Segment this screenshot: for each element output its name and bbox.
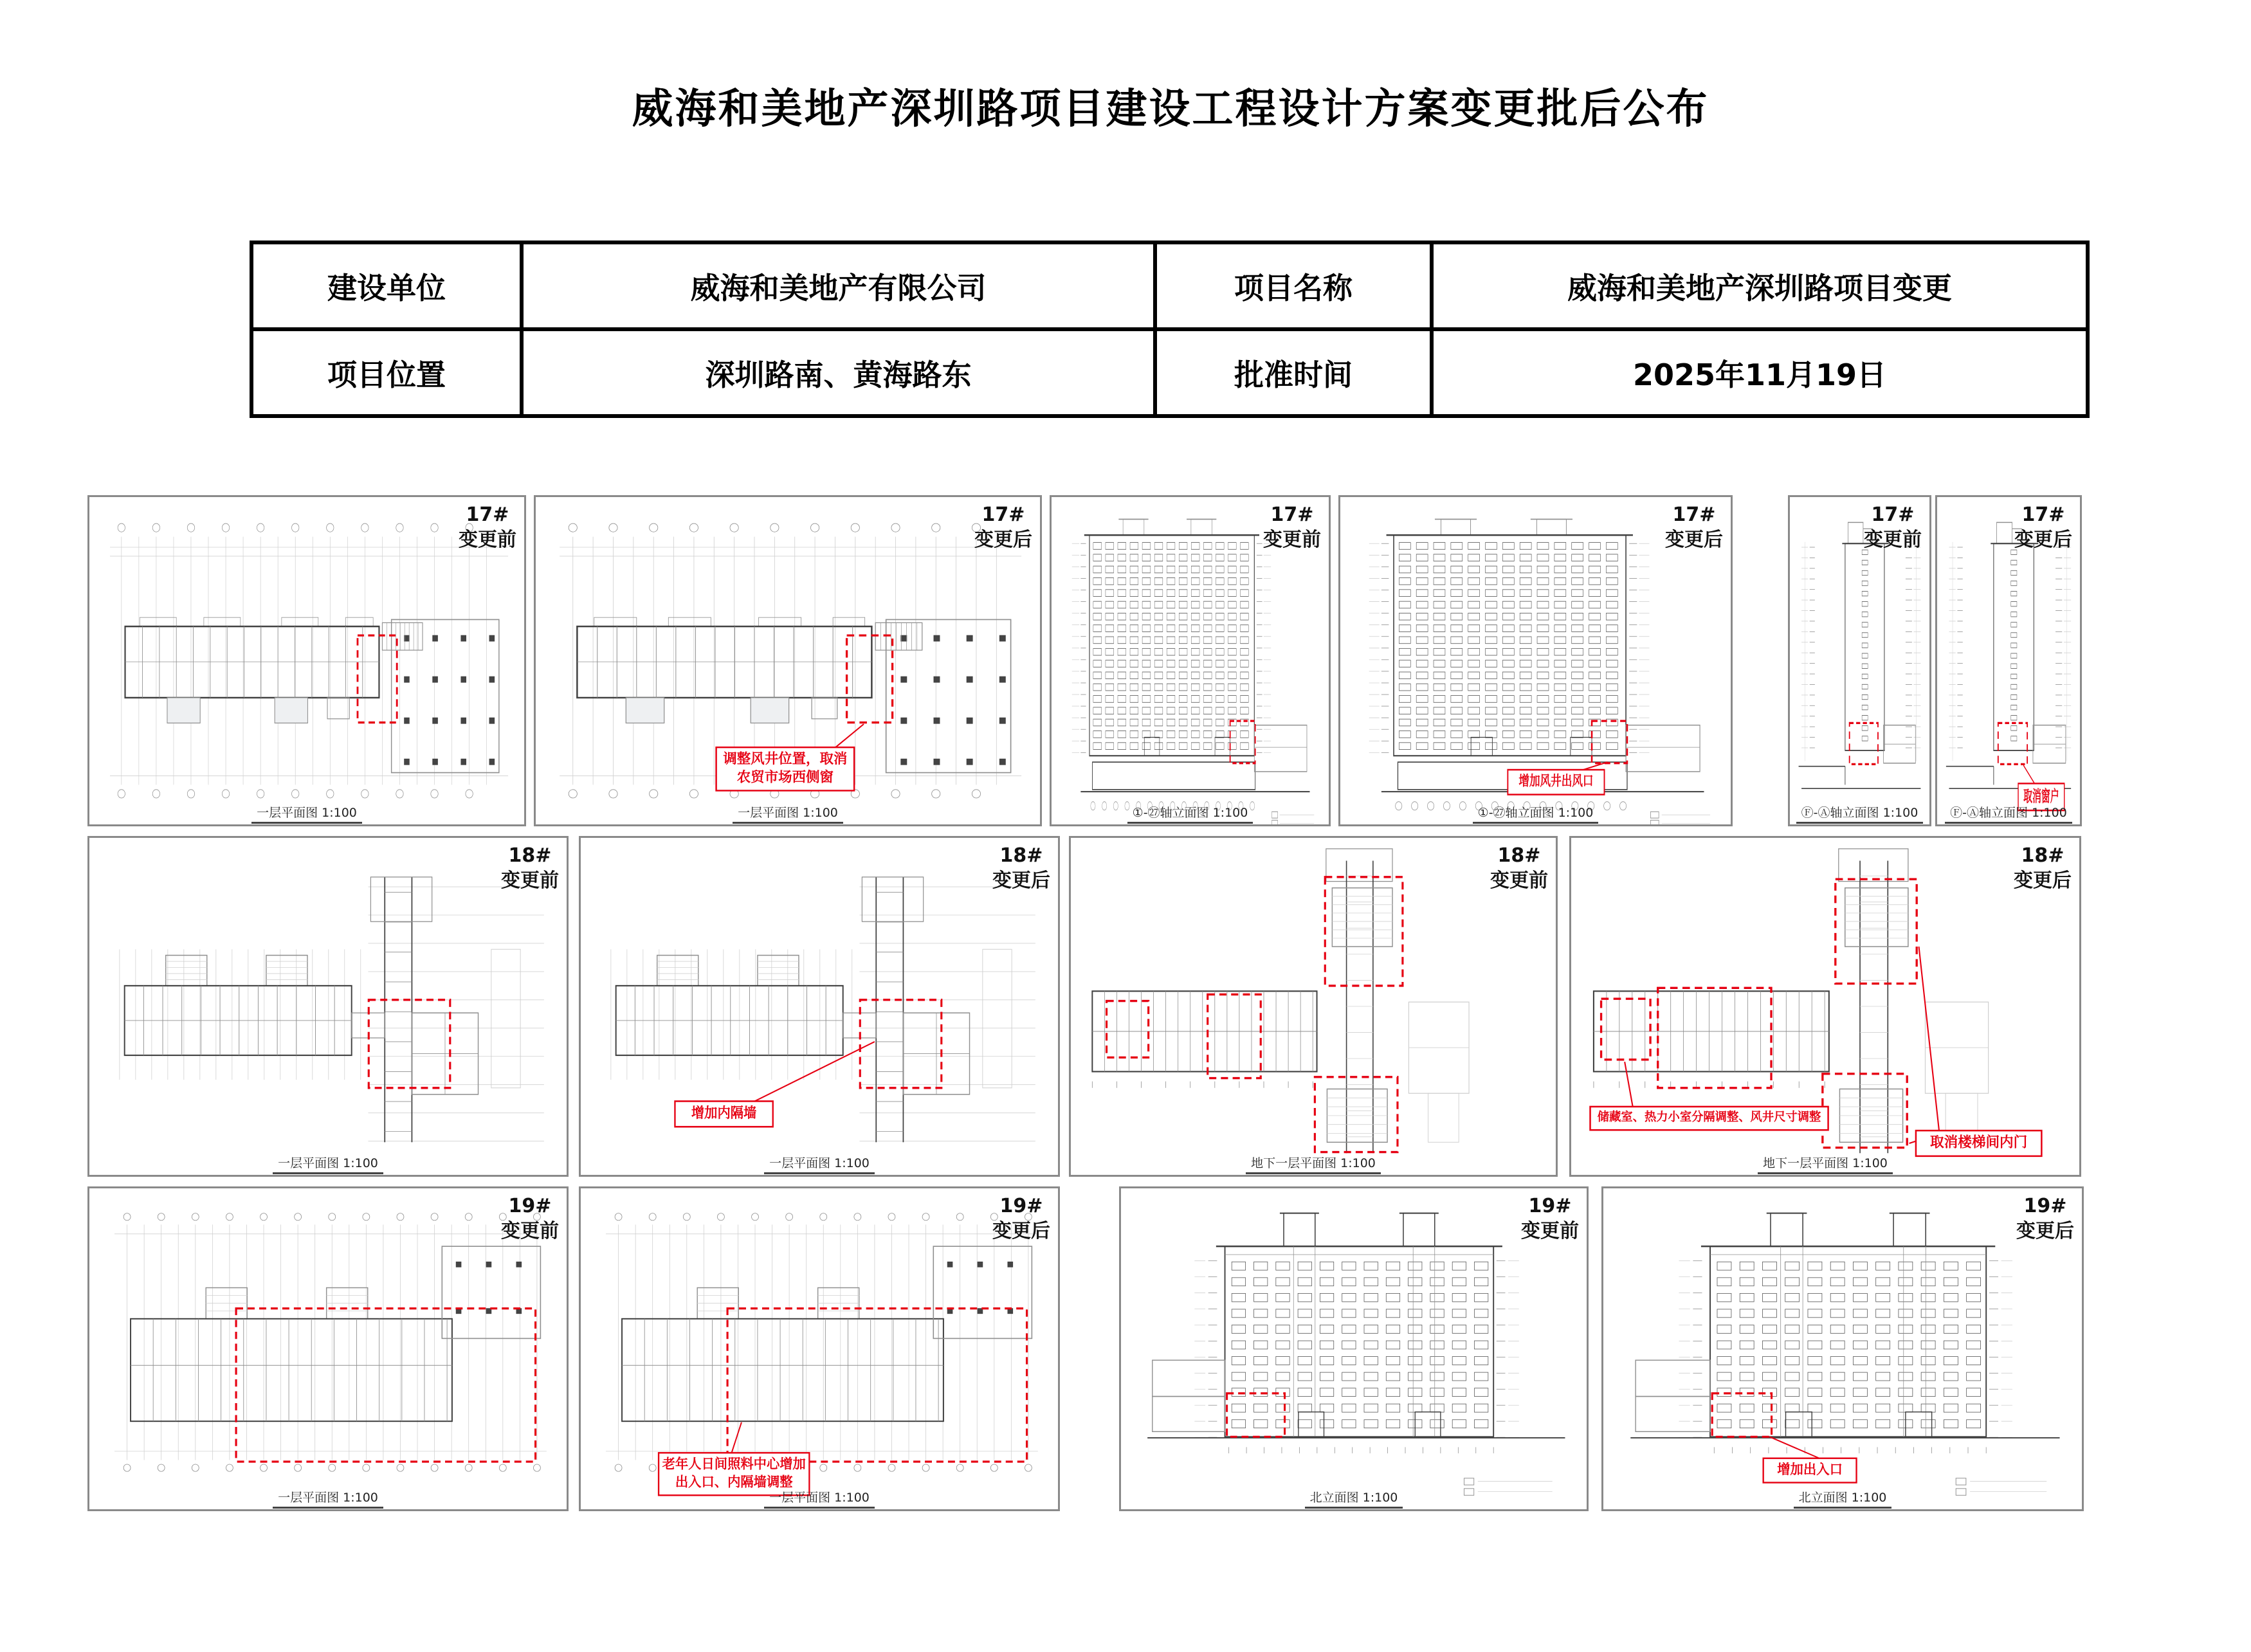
drawing-caption-text: Ⓕ-Ⓐ轴立面图 1:100 [1945, 806, 2072, 824]
drawing-caption-text: 一层平面图 1:100 [764, 1156, 875, 1174]
panel-building: 18# [508, 844, 552, 867]
panel-stage: 变更后 [974, 529, 1032, 551]
drawing-panel-17-before [1050, 495, 1331, 826]
elev19-drawing [1603, 1188, 2082, 1509]
panel-label [1263, 502, 1321, 552]
panel-building: 18# [1497, 844, 1541, 867]
panel-label [1864, 502, 1922, 552]
panel-building: 18# [2021, 844, 2064, 867]
drawing-caption [1603, 1488, 2082, 1505]
panel-building: 17# [1270, 504, 1314, 526]
info-value: 深圳路南、黄海路东 [522, 329, 1155, 416]
table-row [251, 242, 2088, 329]
svg-text:取消窗户: 取消窗户 [2023, 786, 2059, 806]
panel-building: 17# [2021, 504, 2065, 526]
panel-building: 19# [508, 1195, 552, 1217]
info-value: 2025年11月19日 [1432, 329, 2088, 416]
drawing-panel-17-after [1338, 495, 1733, 826]
info-label: 建设单位 [251, 242, 522, 329]
plan19-drawing [581, 1188, 1058, 1509]
svg-text:农贸市场西侧窗: 农贸市场西侧窗 [736, 769, 834, 786]
info-table [250, 241, 2090, 418]
drawing-panel-19-after [579, 1186, 1060, 1511]
drawing-caption-text: 北立面图 1:100 [1305, 1491, 1403, 1509]
panel-label [992, 1194, 1050, 1244]
panel-label [501, 1194, 559, 1244]
svg-text:增加出入口: 增加出入口 [1777, 1461, 1843, 1477]
info-label: 批准时间 [1155, 329, 1432, 416]
drawing-caption [89, 1154, 567, 1171]
plan18-first-drawing [89, 838, 567, 1175]
panel-stage: 变更后 [992, 1220, 1050, 1242]
drawing-caption [89, 1488, 567, 1505]
drawing-caption [1790, 803, 1929, 821]
panel-stage: 变更前 [1521, 1220, 1579, 1242]
panel-stage: 变更前 [1490, 869, 1548, 892]
drawing-caption-text: 一层平面图 1:100 [764, 1491, 875, 1509]
panel-stage: 变更前 [459, 529, 516, 551]
panel-building: 17# [1672, 504, 1716, 526]
drawing-caption-text: 地下一层平面图 1:100 [1758, 1156, 1893, 1174]
panel-label [2016, 1194, 2074, 1244]
drawing-caption [581, 1154, 1058, 1171]
panel-stage: 变更后 [2016, 1220, 2074, 1242]
drawing-panel-18-before [87, 836, 569, 1177]
plan18-basement-drawing [1071, 838, 1556, 1175]
panel-stage: 变更后 [992, 869, 1050, 892]
svg-text:取消楼梯间内门: 取消楼梯间内门 [1930, 1134, 2028, 1151]
drawing-panel-19-after [1601, 1186, 2084, 1511]
panel-building: 17# [466, 504, 509, 526]
svg-text:老年人日间照料中心增加: 老年人日间照料中心增加 [662, 1456, 806, 1472]
drawing-panel-18-after [1569, 836, 2081, 1177]
svg-text:储藏室、热力小室分隔调整、风井尺寸调整: 储藏室、热力小室分隔调整、风井尺寸调整 [1597, 1110, 1821, 1124]
drawing-caption-text: 地下一层平面图 1:100 [1246, 1156, 1381, 1174]
drawing-panel-19-before [87, 1186, 569, 1511]
drawing-panel-17-after [1935, 495, 2082, 826]
svg-text:出入口、内隔墙调整: 出入口、内隔墙调整 [675, 1474, 793, 1490]
panel-label [1490, 843, 1548, 893]
panel-stage: 变更后 [1665, 529, 1723, 551]
drawing-panel-17-after [534, 495, 1042, 826]
drawing-caption-text: 北立面图 1:100 [1794, 1491, 1892, 1509]
panel-label [992, 843, 1050, 893]
drawing-caption-text: Ⓕ-Ⓐ轴立面图 1:100 [1796, 806, 1924, 824]
drawing-caption [89, 803, 524, 821]
panel-label [501, 843, 559, 893]
drawing-caption [1937, 803, 2080, 821]
drawing-caption [1340, 803, 1731, 821]
drawing-caption [1052, 803, 1329, 821]
drawing-caption [1121, 1488, 1587, 1505]
plan18-first-drawing [581, 838, 1058, 1175]
panel-building: 19# [2023, 1195, 2067, 1217]
info-label: 项目名称 [1155, 242, 1432, 329]
panel-stage: 变更后 [2014, 529, 2072, 551]
panel-building: 17# [1871, 504, 1915, 526]
panel-building: 18# [999, 844, 1043, 867]
panel-stage: 变更后 [2014, 869, 2072, 892]
panel-label [2014, 502, 2072, 552]
drawing-panel-18-before [1069, 836, 1558, 1177]
info-value: 威海和美地产深圳路项目变更 [1432, 242, 2088, 329]
table-row [251, 329, 2088, 416]
info-label: 项目位置 [251, 329, 522, 416]
drawing-caption-text: 一层平面图 1:100 [251, 806, 362, 824]
panel-label [2014, 843, 2072, 893]
panel-label [1665, 502, 1723, 552]
svg-text:增加风井出风口: 增加风井出风口 [1518, 772, 1594, 790]
svg-text:调整风井位置，取消: 调整风井位置，取消 [723, 750, 848, 767]
panel-building: 19# [1528, 1195, 1572, 1217]
drawing-panel-19-before [1119, 1186, 1589, 1511]
drawing-caption-text: ①-㉗轴立面图 1:100 [1473, 806, 1599, 824]
panel-building: 17# [981, 504, 1025, 526]
panel-stage: 变更前 [1864, 529, 1922, 551]
page-title: 威海和美地产深圳路项目建设工程设计方案变更批后公布 [632, 86, 1709, 133]
drawing-caption-text: 一层平面图 1:100 [733, 806, 843, 824]
drawing-caption [1571, 1154, 2079, 1171]
drawing-caption [536, 803, 1040, 821]
drawing-caption-text: 一层平面图 1:100 [273, 1156, 383, 1174]
panel-stage: 变更前 [501, 869, 559, 892]
panel-stage: 变更前 [1263, 529, 1321, 551]
drawing-caption [1071, 1154, 1556, 1171]
plan17-drawing [536, 497, 1040, 824]
panel-stage: 变更前 [501, 1220, 559, 1242]
panel-label [459, 502, 516, 552]
drawing-panel-17-before [87, 495, 526, 826]
drawing-panel-18-after [579, 836, 1060, 1177]
drawing-caption-text: ①-㉗轴立面图 1:100 [1127, 806, 1253, 824]
plan19-drawing [89, 1188, 567, 1509]
svg-text:增加内隔墙: 增加内隔墙 [691, 1104, 757, 1121]
drawing-caption [581, 1488, 1058, 1505]
panel-label [1521, 1194, 1579, 1244]
plan18-basement-drawing [1571, 838, 2079, 1175]
panel-building: 19# [999, 1195, 1043, 1217]
drawing-panel-17-before [1788, 495, 1931, 826]
info-value: 威海和美地产有限公司 [522, 242, 1155, 329]
drawing-caption-text: 一层平面图 1:100 [273, 1491, 383, 1509]
elev19-drawing [1121, 1188, 1587, 1509]
panel-label [974, 502, 1032, 552]
